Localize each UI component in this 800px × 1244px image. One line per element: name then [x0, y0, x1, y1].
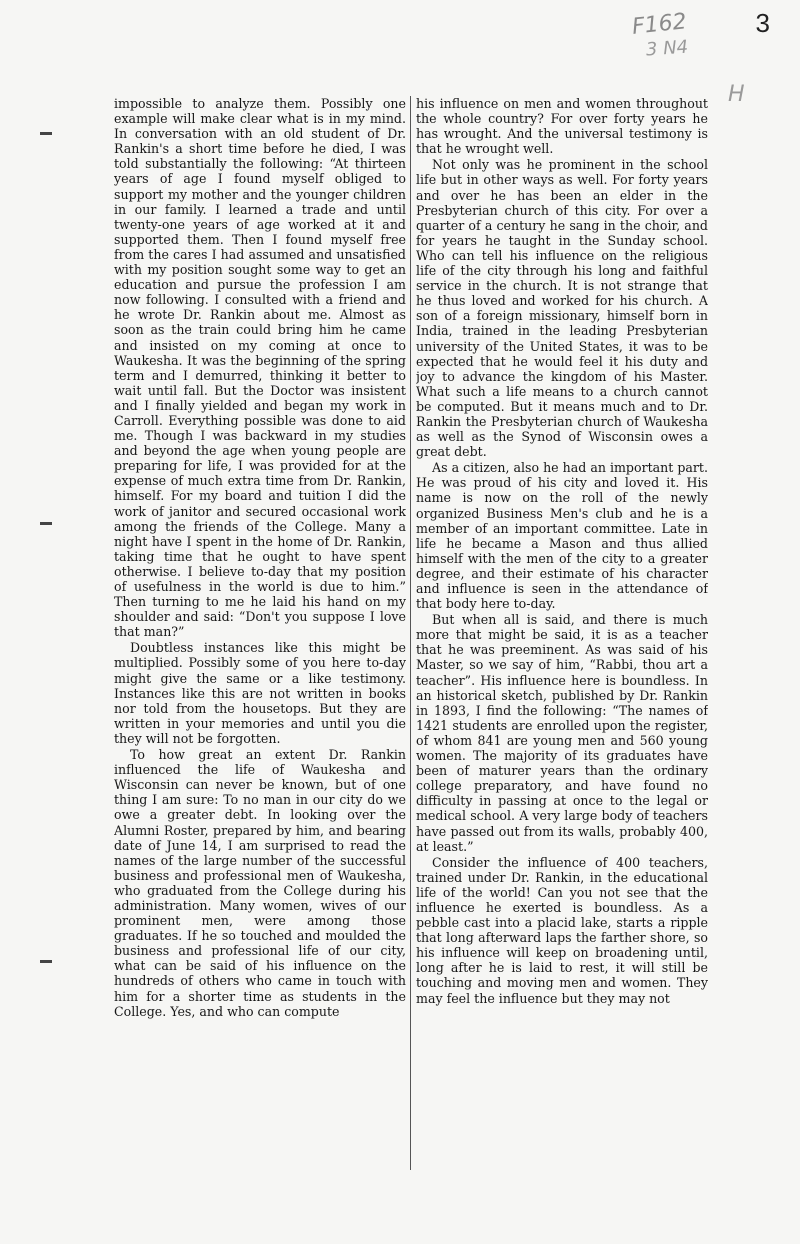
right-column	[416, 96, 708, 1170]
archive-mark-secondary: 3 N4	[645, 36, 689, 61]
paragraph: Doubtless instances like this might be multiplied. Possibly some of you here to-day might give the same or a like testimony. Instances like this are not written in books nor told from the housetops. But they are written in your memories and until you die they will not be forgotten.	[114, 640, 406, 746]
paragraph: But when all is said, and there is much more that might be said, it is as a teacher that he was preeminent. As was said of his Master, so we say of him, “Rabbi, thou art a teacher”. His influence here is boundless. In an historical sketch, published by Dr. Rankin in 1893, I find the following: “The names of 1421 students are enrolled upon the register, of whom 841 are young men and 560 young women. The majority of its graduates have been of maturer years than the ordinary college preparatory, and have found no difficulty in passing at once to the legal or medical school. A very large body of teachers have passed out from its walls, probably 400, at least.”	[416, 612, 708, 854]
column-rule	[410, 96, 411, 1170]
paragraph: To how great an extent Dr. Rankin influenced the life of Waukesha and Wisconsin can never be known, but of one thing I am sure: To no man in our city do we owe a greater debt. In looking over the Alumni Roster, prepared by him, and bearing date of June 14, I am surprised to read the names of the large number of the successful business and professional men of Waukesha, who graduated from the College during his administration. Many women, wives of our prominent men, were among those graduates. If he so touched and moulded the business and professional life of our city, what can be said of his influence on the hundreds of others who came in touch with him for a shorter time as students in the College. Yes, and who can compute	[114, 747, 406, 1019]
paragraph: impossible to analyze them. Possibly one example will make clear what is in my mind. In conversation with an old student of Dr. Rankin's a short time before he died, I was told substantially the following: “At thirteen years of age I found myself obliged to support my mother and the younger children in our family. I learned a trade and until twenty-one years of age worked at it and supported them. Then I found myself free from the cares I had assumed and unsatisfied with my position sought some way to get an education and pursue the profession I am now following. I consulted with a friend and he wrote Dr. Rankin about me. Almost as soon as the train could bring him he came and insisted on my coming at once to Waukesha. It was the beginning of the spring term and I demurred, thinking it better to wait until fall. But the Doctor was insistent and I finally yielded and began my work in Carroll. Everything possible was done to aid me. Though I was backward in my studies and beyond the age when young people are preparing for life, I was provided for at the expense of much extra time from Dr. Rankin, himself. For my board and tuition I did the work of janitor and secured occasional work among the friends of the College. Many a night have I spent in the home of Dr. Rankin, taking time that he ought to have spent otherwise. I believe to-day that my position of usefulness in the world is due to him.” Then turning to me he laid his hand on my shoulder and said: “Don't you suppose I love that man?”	[114, 96, 406, 640]
article-columns	[114, 96, 708, 1170]
left-column	[114, 96, 406, 1170]
left-margin-tick	[40, 522, 52, 525]
paragraph: his influence on men and women throughout the whole country? For over forty years he has wrought. And the universal testimony is that he wrought well.	[416, 96, 708, 157]
paragraph: Not only was he prominent in the school life but in other ways as well. For forty years and over he has been an elder in the Presbyterian church of this city. For over a quarter of a century he sang in the choir, and for years he taught in the Sunday school. Who can tell his influence on the religious life of the city through his long and faithful service in the church. It is not strange that he thus loved and worked for his church. A son of a foreign missionary, himself born in India, trained in the leading Presbyterian university of the United States, it was to be expected that he would feel it his duty and joy to advance the kingdom of his Master. What such a life means to a church cannot be computed. But it means much and to Dr. Rankin the Presbyterian church of Waukesha as well as the Synod of Wisconsin owes a great debt.	[416, 157, 708, 460]
archive-mark: F162	[630, 9, 688, 40]
paragraph: As a citizen, also he had an important part. He was proud of his city and loved it. His name is now on the roll of the newly organized Business Men's club and he is a member of an important committee. Late in life he became a Mason and thus allied himself with the men of the city to a greater degree, and their estimate of his character and influence is seen in the attendance of that body here to-day.	[416, 460, 708, 612]
left-margin-tick	[40, 960, 52, 963]
margin-mark: H	[728, 82, 745, 107]
left-margin-tick	[40, 132, 52, 135]
page-number: 3	[755, 8, 770, 38]
paragraph: Consider the influence of 400 teachers, trained under Dr. Rankin, in the educational life of the world! Can you not see that the influence he exerted is boundless. As a pebble cast into a placid lake, starts a ripple that long afterward laps the farther shore, so his influence will keep on broadening until, long after he is laid to rest, it will still be touching and moving men and women. They may feel the influence but they may not	[416, 854, 708, 1006]
